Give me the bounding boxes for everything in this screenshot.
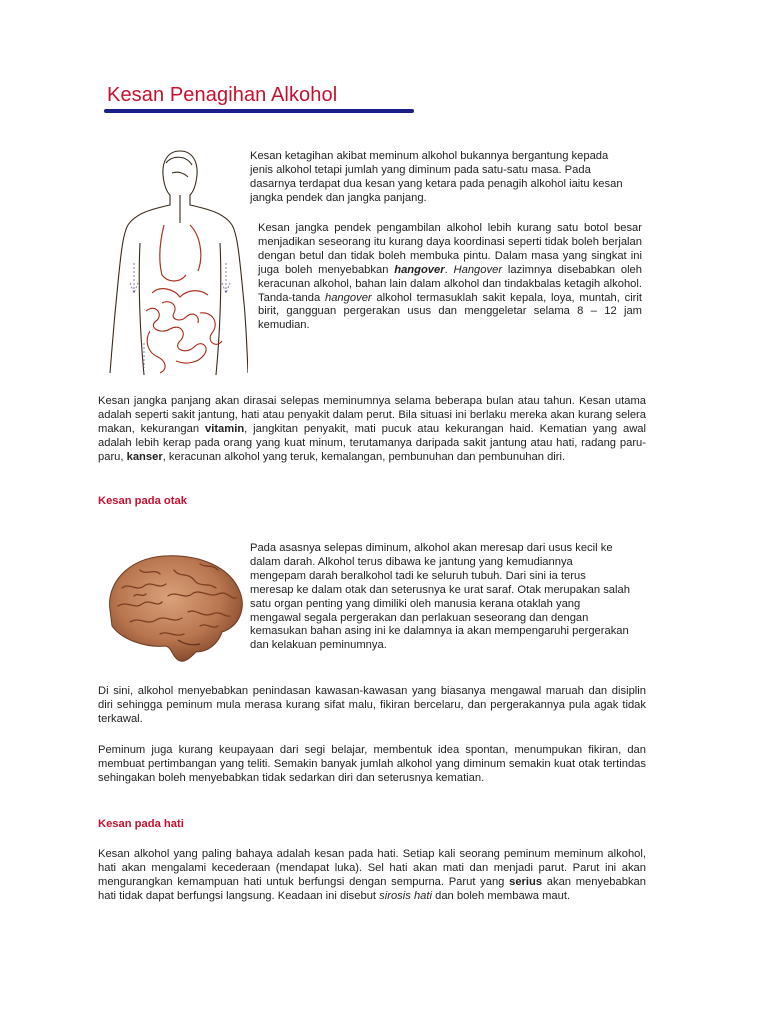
brain-figure <box>100 548 248 666</box>
kanser-term: kanser <box>126 450 163 463</box>
serius-term: serius <box>509 875 543 888</box>
brain-paragraph-2: Di sini, alkohol menyebabkan penindasan kawasan-kawasan yang biasanya mengawal maruah dan disiplin diri sehingga peminum mula merasa kurang sifat malu, fikiran bercelaru, dan pergerakannya pula agak tidak terkawal. <box>98 685 646 725</box>
sirosis-term: sirosis hati <box>379 889 432 902</box>
intro-paragraph: Kesan ketagihan akibat meminum alkohol bukannya bergantung kepada jenis alkohol tetapi jumlah yang diminum pada satu-satu masa. Pada dasarnya terdapat dua kesan yang ketara pada penagih alkohol iaitu kesan jangka pendek dan jangka panjang. <box>250 150 623 204</box>
long-term-paragraph: Kesan jangka panjang akan dirasai selepas meminumnya selama beberapa bulan atau tahun. Kesan utama adalah seperti sakit jantung, hati atau penyakit dalam perut. Bila situasi ini berlaku mereka akan kurang selera makan, kekurangan vitamin, jangkitan penyakit, mati pucuk atau kekurangan haid. Kematian yang awal adalah lebih kerap pada orang yang kuat minum, terutamanya daripada sakit jantung atau hati, radang paru-paru, kanser, keracunan alkohol yang teruk, kemalangan, pembunuhan dan pembunuhan diri. <box>98 395 646 463</box>
liver-section-heading: Kesan pada hati <box>98 818 184 830</box>
page-title: Kesan Penagihan Alkohol <box>107 84 338 106</box>
title-underline <box>104 109 414 113</box>
short-term-paragraph: Kesan jangka pendek pengambilan alkohol lebih kurang satu botol besar menjadikan seseorang itu kurang daya koordinasi seperti tidak boleh berjalan dengan betul dan tidak boleh membuka pintu. Dalam masa yang singkat ini juga boleh menyebabkan hangover. Hangover lazimnya disebabkan oleh keracunan alkohol, bahan lain dalam alkohol dan tindakbalas ketagih alkohol. Tanda-tanda hangover alkohol termasuklah sakit kepala, loya, muntah, cirit birit, gangguan pergerakan usus dan menggeletar selama 8 – 12 jam kemudian. <box>258 222 642 332</box>
brain-paragraph-3: Peminum juga kurang keupayaan dari segi belajar, membentuk idea spontan, menumpukan fikiran, dan membuat pertimbangan yang teliti. Semakin banyak jumlah alkohol yang diminum semakin kuat otak tertindas sehingakan boleh menyebabkan tidak sedarkan diri dan seterusnya kematian. <box>98 744 646 784</box>
body-anatomy-figure <box>100 143 248 378</box>
brain-paragraph-1: Pada asasnya selepas diminum, alkohol akan meresap dari usus kecil ke dalam darah. Alkohol terus dibawa ke jantung yang kemudiannya mengepam darah beralkohol tadi ke seluruh tubuh. Dari sini ia terus meresap ke dalam otak dan seterusnya ke urat saraf. Otak merupakan salah satu organ penting yang dimiliki oleh manusia kerana otaklah yang mengawal segala pergerakan dan perlakuan seseorang dan dengan kemasukan bahan asing ini ke dalamnya ia akan mempengaruhi pergerakan dan kelakuan peminumnya. <box>250 542 630 652</box>
liver-paragraph: Kesan alkohol yang paling bahaya adalah kesan pada hati. Setiap kali seorang peminum meminum alkohol, hati akan mengalami kecederaan (mendapat luka). Sel hati akan mati dan menjadi parut. Parut ini akan mengurangkan kemampuan hati untuk berfungsi dengan sempurna. Parut yang serius akan menyebabkan hati tidak dapat berfungsi langsung. Keadaan ini disebut sirosis hati dan boleh membawa maut. <box>98 848 646 902</box>
brain-section-heading: Kesan pada otak <box>98 495 187 507</box>
vitamin-term: vitamin <box>204 422 245 435</box>
hangover-term: hangover <box>394 263 445 276</box>
